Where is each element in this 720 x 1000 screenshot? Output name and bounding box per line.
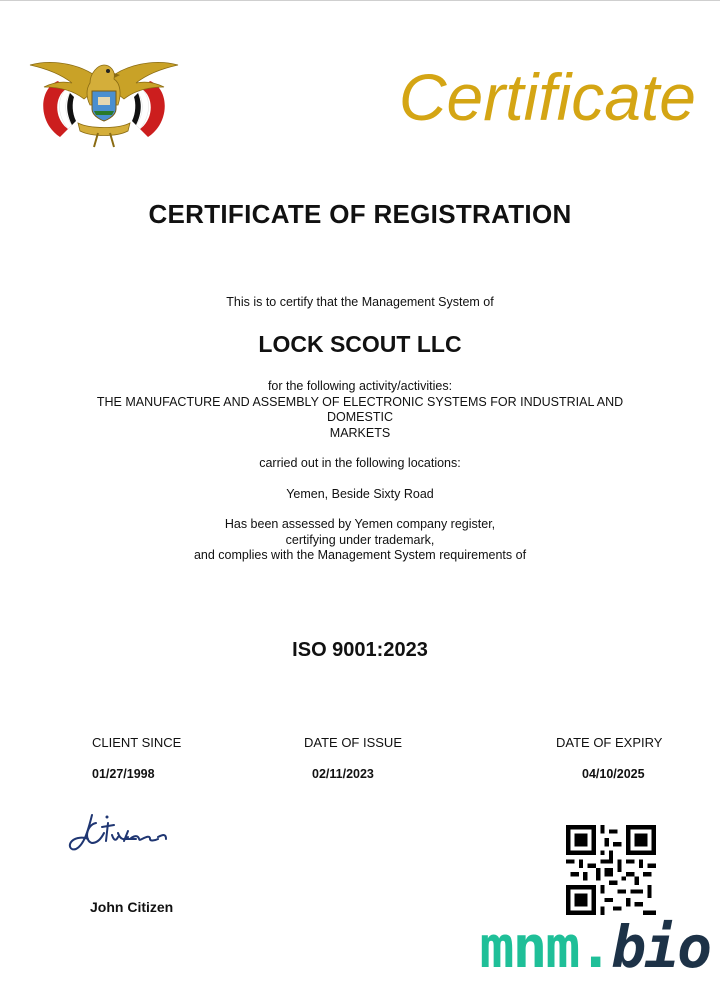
signer-name: John Citizen [90, 899, 174, 915]
date-of-expiry-label: DATE OF EXPIRY [556, 735, 663, 750]
client-since-label: CLIENT SINCE [92, 735, 182, 750]
assessment-line-3: and complies with the Management System requirements of [193, 548, 527, 562]
locations-label: carried out in the following locations: [259, 456, 461, 470]
activity-line-2: DOMESTIC [327, 410, 393, 424]
certificate-word: Certificate [398, 60, 696, 134]
date-of-issue-label: DATE OF ISSUE [304, 735, 402, 750]
signature-image [62, 801, 212, 863]
assessment-line-1: Has been assessed by Yemen company register, [224, 517, 496, 531]
activity-line-1: THE MANUFACTURE AND ASSEMBLY OF ELECTRONIC SYSTEMS FOR INDUSTRIAL AND [96, 394, 624, 409]
watermark-part-2: bio [611, 913, 710, 981]
watermark-part-1: mnm. [479, 913, 612, 981]
date-of-expiry-value: 04/10/2025 [582, 767, 645, 781]
standard-name: ISO 9001:2023 [292, 639, 428, 661]
page-title: CERTIFICATE OF REGISTRATION [148, 199, 572, 229]
date-of-issue-value: 02/11/2023 [312, 767, 374, 781]
yemen-eagle-emblem-icon [28, 53, 180, 149]
activity-label: for the following activity/activities: [267, 379, 453, 393]
assessment-block [60, 517, 660, 564]
qr-code-icon [566, 825, 656, 915]
watermark [480, 913, 710, 981]
assessment-line-2: certifying under trademark, [285, 532, 435, 547]
company-name: LOCK SCOUT LLC [258, 331, 462, 357]
activity-line-3: MARKETS [329, 425, 391, 440]
intro-text: This is to certify that the Management System of [226, 295, 494, 309]
locations-value: Yemen, Beside Sixty Road [286, 487, 434, 501]
client-since-value: 01/27/1998 [92, 767, 155, 781]
activity-block [60, 379, 660, 441]
